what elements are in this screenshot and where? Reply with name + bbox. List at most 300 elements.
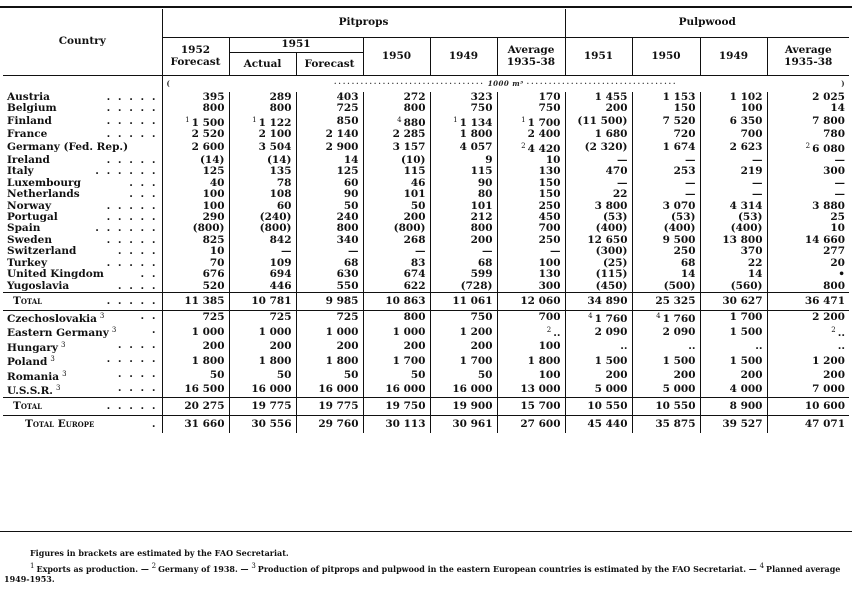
cell-pulp-1950 bbox=[632, 178, 700, 189]
cell-pulp-1951 bbox=[565, 92, 632, 103]
cell-pulp-1950 bbox=[632, 325, 700, 339]
cell-pulp-1950 bbox=[632, 258, 700, 269]
country-name: Italy bbox=[7, 166, 34, 178]
country-name: Germany (Fed. Rep.) bbox=[7, 141, 129, 154]
country-cell bbox=[3, 398, 162, 416]
cell-pit-1949 bbox=[430, 92, 497, 103]
country-cell bbox=[3, 369, 162, 383]
leader-dots: . . . . . bbox=[106, 354, 158, 366]
value: 212 bbox=[470, 212, 493, 224]
cell-pulp-1950 bbox=[632, 212, 700, 223]
country-cell bbox=[3, 212, 162, 223]
cell-pit-1951-actual bbox=[229, 166, 296, 177]
cell-pit-1950 bbox=[363, 246, 430, 257]
value: 1 680 bbox=[594, 129, 628, 141]
country-cell bbox=[3, 235, 162, 246]
cell-pulp-1951 bbox=[565, 292, 632, 310]
cell-pit-1950 bbox=[363, 398, 430, 416]
footnote-3-mark: 3 bbox=[251, 562, 256, 570]
value: 4 314 bbox=[729, 200, 763, 212]
value: 22 bbox=[747, 257, 763, 269]
cell-pulp-1950 bbox=[632, 129, 700, 140]
table-row bbox=[3, 212, 849, 223]
value: (800) bbox=[192, 223, 225, 235]
value: 3 504 bbox=[258, 141, 292, 154]
cell-pulp-1950 bbox=[632, 340, 700, 354]
value: 219 bbox=[740, 166, 763, 178]
value: 10 781 bbox=[251, 294, 292, 307]
value: 101 bbox=[403, 189, 426, 201]
value: 200 bbox=[403, 340, 426, 353]
value: 2 400 bbox=[527, 129, 561, 141]
cell-pit-1951-actual bbox=[229, 354, 296, 368]
value: 3 070 bbox=[662, 200, 696, 212]
cell-pulp-1949 bbox=[700, 141, 767, 155]
cell-pulp-1949 bbox=[700, 212, 767, 223]
cell-pulp-1949 bbox=[700, 235, 767, 246]
country-cell bbox=[3, 246, 162, 257]
value: 60 bbox=[343, 177, 359, 189]
table-row bbox=[3, 235, 849, 246]
cell-pit-1952-forecast bbox=[162, 416, 229, 434]
cell-pit-average-1935-38 bbox=[497, 310, 565, 325]
country-cell bbox=[3, 166, 162, 177]
value: 725 bbox=[269, 311, 292, 324]
value: — bbox=[752, 189, 763, 201]
cell-pit-1950 bbox=[363, 281, 430, 293]
value: 29 760 bbox=[318, 418, 359, 431]
cell-pit-1951-forecast bbox=[296, 201, 363, 212]
value: 19 775 bbox=[251, 400, 292, 413]
eastern-countries bbox=[3, 310, 849, 397]
value: 3 880 bbox=[812, 200, 845, 212]
leader-dots: . . . . . bbox=[106, 103, 158, 115]
cell-pit-1951-actual bbox=[229, 178, 296, 189]
value: 700 bbox=[740, 129, 763, 141]
value: 50 bbox=[410, 369, 426, 382]
value: 800 bbox=[403, 103, 426, 115]
value: 5 000 bbox=[594, 383, 628, 396]
footnote-brackets: Figures in brackets are estimated by the FAO Secretariat. bbox=[30, 548, 289, 558]
header-pulp-average-years: 1935-38 bbox=[784, 55, 833, 68]
value: 1 800 bbox=[325, 354, 359, 367]
value: 370 bbox=[740, 246, 763, 258]
cell-pulp-1950 bbox=[632, 369, 700, 383]
value: (800) bbox=[393, 223, 426, 235]
country-cell bbox=[3, 155, 162, 166]
cell-pit-1951-actual bbox=[229, 258, 296, 269]
cell-pit-1950 bbox=[363, 212, 430, 223]
country-name: Norway bbox=[7, 200, 52, 212]
cell-pit-1952-forecast bbox=[162, 292, 229, 310]
cell-pit-average-1935-38 bbox=[497, 281, 565, 293]
cell-pulp-1951 bbox=[565, 416, 632, 434]
footnote-2-mark: 2 bbox=[151, 562, 157, 570]
cell-pulp-average-1935-38 bbox=[767, 383, 849, 398]
value: 68 bbox=[343, 257, 359, 269]
cell-pit-average-1935-38 bbox=[497, 325, 565, 339]
value: 68 bbox=[477, 257, 493, 269]
value: 200 bbox=[470, 234, 493, 246]
cell-pit-1951-forecast bbox=[296, 223, 363, 234]
cell-pit-1950 bbox=[363, 189, 430, 200]
footnote-ref: 2 bbox=[521, 141, 526, 150]
value: 130 bbox=[538, 269, 561, 281]
leader-dots: . . . bbox=[129, 189, 158, 201]
cell-pit-1950 bbox=[363, 340, 430, 354]
cell-pulp-average-1935-38 bbox=[767, 354, 849, 368]
cell-pulp-average-1935-38 bbox=[767, 141, 849, 155]
cell-pit-1952-forecast bbox=[162, 155, 229, 166]
cell-pit-1952-forecast bbox=[162, 354, 229, 368]
cell-pit-1952-forecast bbox=[162, 129, 229, 140]
value: 1 674 bbox=[662, 141, 696, 154]
cell-pulp-1950 bbox=[632, 235, 700, 246]
value: 2 900 bbox=[325, 141, 359, 154]
value: 35 875 bbox=[655, 418, 696, 431]
cell-pit-1952-forecast bbox=[162, 325, 229, 339]
cell-pit-average-1935-38 bbox=[497, 292, 565, 310]
country-cell bbox=[3, 269, 162, 280]
value: 100 bbox=[740, 103, 763, 115]
value: 750 bbox=[538, 103, 561, 115]
value: 2 520 bbox=[191, 129, 225, 141]
value: 750 bbox=[470, 103, 493, 115]
cell-pit-1951-forecast bbox=[296, 178, 363, 189]
value: 90 bbox=[477, 177, 493, 189]
country-name: Poland bbox=[7, 356, 48, 369]
cell-pit-average-1935-38 bbox=[497, 166, 565, 177]
cell-pit-1949 bbox=[430, 129, 497, 140]
cell-pit-1951-actual bbox=[229, 141, 296, 155]
value: 200 bbox=[202, 340, 225, 353]
cell-pulp-1950 bbox=[632, 223, 700, 234]
value: 630 bbox=[336, 269, 359, 281]
cell-pit-1951-actual bbox=[229, 103, 296, 114]
value: 622 bbox=[403, 280, 426, 292]
value: (300) bbox=[595, 246, 628, 258]
cell-pit-1951-forecast bbox=[296, 189, 363, 200]
cell-pit-1951-actual bbox=[229, 212, 296, 223]
cell-pit-1952-forecast bbox=[162, 269, 229, 280]
cell-pit-1952-forecast bbox=[162, 340, 229, 354]
value: 16 000 bbox=[385, 383, 426, 396]
value: 1 000 bbox=[392, 325, 426, 338]
value: 2 090 bbox=[594, 325, 628, 338]
value: 130 bbox=[538, 166, 561, 178]
value: 1 200 bbox=[812, 354, 845, 367]
cell-pit-1951-actual bbox=[229, 310, 296, 325]
cell-pit-average-1935-38 bbox=[497, 223, 565, 234]
country-cell bbox=[3, 92, 162, 103]
country-cell bbox=[3, 416, 162, 434]
value: 125 bbox=[336, 166, 359, 178]
cell-pulp-1951 bbox=[565, 223, 632, 234]
cell-pit-1951-forecast bbox=[296, 115, 363, 129]
header-pulp-average bbox=[767, 38, 849, 76]
value: 39 527 bbox=[722, 418, 763, 431]
country-name: United Kingdom bbox=[7, 269, 104, 281]
value: .. bbox=[837, 327, 845, 340]
cell-pulp-1949 bbox=[700, 354, 767, 368]
cell-pulp-average-1935-38 bbox=[767, 166, 849, 177]
value: 20 275 bbox=[184, 400, 225, 413]
value: 16 500 bbox=[184, 383, 225, 396]
cell-pit-average-1935-38 bbox=[497, 246, 565, 257]
cell-pit-1950 bbox=[363, 201, 430, 212]
value: 100 bbox=[538, 257, 561, 269]
table-row bbox=[3, 178, 849, 189]
table-row bbox=[3, 416, 849, 434]
cell-pulp-1949 bbox=[700, 258, 767, 269]
cell-pit-1951-forecast bbox=[296, 398, 363, 416]
cell-pit-1950 bbox=[363, 258, 430, 269]
cell-pit-1952-forecast bbox=[162, 223, 229, 234]
table-row bbox=[3, 383, 849, 398]
leader-dots: . . . . . bbox=[106, 115, 158, 128]
cell-pulp-1949 bbox=[700, 201, 767, 212]
value: 108 bbox=[269, 189, 292, 201]
value: 11 061 bbox=[452, 294, 493, 307]
leader-dots: . . . . . bbox=[106, 234, 158, 246]
value: 6 080 bbox=[812, 142, 845, 155]
table-row bbox=[3, 281, 849, 293]
country-name: Portugal bbox=[7, 212, 58, 224]
value: 10 bbox=[209, 246, 225, 258]
value: 115 bbox=[403, 166, 426, 178]
value: 300 bbox=[538, 280, 561, 292]
cell-pit-1950 bbox=[363, 369, 430, 383]
value: • bbox=[838, 269, 845, 281]
cell-pit-1951-forecast bbox=[296, 383, 363, 398]
footnote-ref: 3 bbox=[60, 340, 66, 349]
footnote-ref: 3 bbox=[99, 311, 105, 320]
cell-pulp-1949 bbox=[700, 281, 767, 293]
cell-pit-average-1935-38 bbox=[497, 115, 565, 129]
value: 16 000 bbox=[452, 383, 493, 396]
cell-pit-average-1935-38 bbox=[497, 235, 565, 246]
value: 50 bbox=[209, 369, 225, 382]
header-pulp-1951: 1951 bbox=[565, 38, 632, 76]
cell-pit-1952-forecast bbox=[162, 281, 229, 293]
cell-pit-1952-forecast bbox=[162, 212, 229, 223]
value: 80 bbox=[477, 189, 493, 201]
value: 403 bbox=[336, 92, 359, 103]
value: 12 650 bbox=[587, 234, 628, 246]
footnote-ref: 4 bbox=[588, 311, 593, 320]
value: 800 bbox=[403, 311, 426, 324]
cell-pit-1951-forecast bbox=[296, 292, 363, 310]
leader-dots: . . . . bbox=[117, 339, 158, 351]
cell-pit-1949 bbox=[430, 246, 497, 257]
cell-pulp-1949 bbox=[700, 269, 767, 280]
value: 3 800 bbox=[594, 200, 628, 212]
cell-pit-1950 bbox=[363, 141, 430, 155]
value: 25 bbox=[830, 212, 845, 224]
value: — bbox=[752, 177, 763, 189]
value: 2 140 bbox=[325, 129, 359, 141]
value: 100 bbox=[538, 369, 561, 382]
cell-pit-1950 bbox=[363, 223, 430, 234]
cell-pit-average-1935-38 bbox=[497, 212, 565, 223]
value: 1 800 bbox=[527, 354, 561, 367]
header-pit-average bbox=[497, 38, 565, 76]
value: 25 325 bbox=[655, 294, 696, 307]
table-row bbox=[3, 129, 849, 140]
cell-pit-average-1935-38 bbox=[497, 201, 565, 212]
footnote-4: Planned average 1949-1953. bbox=[4, 564, 841, 584]
value: 268 bbox=[403, 234, 426, 246]
value: 1 700 bbox=[527, 116, 561, 129]
value: 1 102 bbox=[729, 92, 763, 103]
cell-pit-1951-forecast bbox=[296, 369, 363, 383]
cell-pit-average-1935-38 bbox=[497, 92, 565, 103]
value: 14 660 bbox=[804, 234, 845, 246]
value: 1 500 bbox=[729, 354, 763, 367]
cell-pit-1949 bbox=[430, 189, 497, 200]
value: 725 bbox=[202, 311, 225, 324]
cell-pit-1951-actual bbox=[229, 115, 296, 129]
cell-pulp-1950 bbox=[632, 310, 700, 325]
cell-pulp-average-1935-38 bbox=[767, 281, 849, 293]
footnote-4-mark: 4 bbox=[759, 562, 765, 570]
cell-pit-1950 bbox=[363, 115, 430, 129]
cell-pulp-1949 bbox=[700, 178, 767, 189]
country-name: Turkey bbox=[7, 257, 48, 269]
cell-pulp-average-1935-38 bbox=[767, 92, 849, 103]
value: 1 153 bbox=[662, 92, 696, 103]
header-pit-1951: 1951 bbox=[229, 38, 363, 53]
value: 45 440 bbox=[587, 418, 628, 431]
cell-pit-1951-forecast bbox=[296, 354, 363, 368]
cell-pulp-1949 bbox=[700, 246, 767, 257]
value: 14 bbox=[343, 155, 359, 167]
value: 725 bbox=[336, 311, 359, 324]
cell-pit-1951-forecast bbox=[296, 310, 363, 325]
header-pit-average-years: 1935-38 bbox=[506, 55, 556, 68]
footnote-ref: 3 bbox=[111, 326, 117, 335]
value: 9 500 bbox=[662, 234, 696, 246]
table-row bbox=[3, 92, 849, 103]
table-row bbox=[3, 325, 849, 339]
cell-pulp-1951 bbox=[565, 103, 632, 114]
value: 14 bbox=[747, 269, 763, 281]
value: 200 bbox=[470, 340, 493, 353]
value: 19 900 bbox=[452, 400, 493, 413]
value: 4 420 bbox=[527, 142, 561, 155]
value: — bbox=[752, 155, 763, 167]
value: 150 bbox=[538, 189, 561, 201]
table-row bbox=[3, 246, 849, 257]
value: 200 bbox=[605, 103, 628, 115]
table-row bbox=[3, 258, 849, 269]
value: 1 500 bbox=[662, 354, 696, 367]
cell-pit-1952-forecast bbox=[162, 235, 229, 246]
cell-pulp-1951 bbox=[565, 178, 632, 189]
cell-pit-average-1935-38 bbox=[497, 383, 565, 398]
cell-pulp-average-1935-38 bbox=[767, 416, 849, 434]
value: 1 700 bbox=[459, 354, 493, 367]
value: 250 bbox=[673, 246, 696, 258]
cell-pit-1949 bbox=[430, 340, 497, 354]
value: 676 bbox=[202, 269, 225, 281]
cell-pit-1951-actual bbox=[229, 129, 296, 140]
value: 520 bbox=[202, 280, 225, 292]
production-table bbox=[3, 9, 849, 433]
cell-pit-1951-actual bbox=[229, 383, 296, 398]
leader-dots: . . . . bbox=[117, 246, 158, 258]
value: 46 bbox=[410, 177, 426, 189]
cell-pulp-1951 bbox=[565, 246, 632, 257]
leader-dots: . . . . . bbox=[106, 129, 158, 141]
value: — bbox=[550, 246, 561, 258]
cell-pit-1951-forecast bbox=[296, 166, 363, 177]
value: 800 bbox=[269, 103, 292, 115]
cell-pulp-1949 bbox=[700, 325, 767, 339]
value: (14) bbox=[266, 155, 292, 167]
value: 450 bbox=[538, 212, 561, 224]
country-cell bbox=[3, 115, 162, 129]
value: 880 bbox=[403, 116, 426, 129]
value: 1 700 bbox=[729, 311, 763, 324]
cell-pit-1950 bbox=[363, 354, 430, 368]
value: 253 bbox=[673, 166, 696, 178]
cell-pulp-1951 bbox=[565, 340, 632, 354]
value: 240 bbox=[336, 212, 359, 224]
footnote-ref: 4 bbox=[656, 311, 661, 320]
cell-pulp-1949 bbox=[700, 310, 767, 325]
country-name: Eastern Germany bbox=[7, 327, 109, 340]
country-cell bbox=[3, 189, 162, 200]
cell-pulp-1951 bbox=[565, 281, 632, 293]
cell-pulp-1951 bbox=[565, 155, 632, 166]
value: 14 bbox=[830, 103, 845, 115]
value: 30 556 bbox=[251, 418, 292, 431]
country-cell bbox=[3, 340, 162, 354]
europe-total bbox=[3, 416, 849, 434]
cell-pulp-1949 bbox=[700, 92, 767, 103]
cell-pit-average-1935-38 bbox=[497, 103, 565, 114]
eastern-total bbox=[3, 398, 849, 416]
value: 12 060 bbox=[520, 294, 561, 307]
value: 40 bbox=[209, 177, 225, 189]
table-row bbox=[3, 155, 849, 166]
leader-dots: . . . . . bbox=[106, 400, 158, 413]
cell-pit-1951-forecast bbox=[296, 416, 363, 434]
cell-pit-1951-actual bbox=[229, 340, 296, 354]
cell-pulp-1950 bbox=[632, 189, 700, 200]
cell-pulp-average-1935-38 bbox=[767, 258, 849, 269]
cell-pit-1952-forecast bbox=[162, 258, 229, 269]
cell-pit-1949 bbox=[430, 292, 497, 310]
leader-dots: . bbox=[151, 418, 158, 431]
cell-pit-average-1935-38 bbox=[497, 354, 565, 368]
cell-pulp-1950 bbox=[632, 92, 700, 103]
cell-pit-1950 bbox=[363, 235, 430, 246]
leader-dots: . . . . bbox=[117, 280, 158, 292]
cell-pit-1950 bbox=[363, 292, 430, 310]
value: 323 bbox=[470, 92, 493, 103]
value: 10 550 bbox=[655, 400, 696, 413]
value: 1 000 bbox=[325, 325, 359, 338]
cell-pit-1952-forecast bbox=[162, 383, 229, 398]
cell-pit-average-1935-38 bbox=[497, 340, 565, 354]
country-cell bbox=[3, 129, 162, 140]
value: 3 157 bbox=[392, 141, 426, 154]
cell-pulp-1949 bbox=[700, 340, 767, 354]
value: 7 800 bbox=[812, 115, 845, 128]
cell-pit-1952-forecast bbox=[162, 201, 229, 212]
